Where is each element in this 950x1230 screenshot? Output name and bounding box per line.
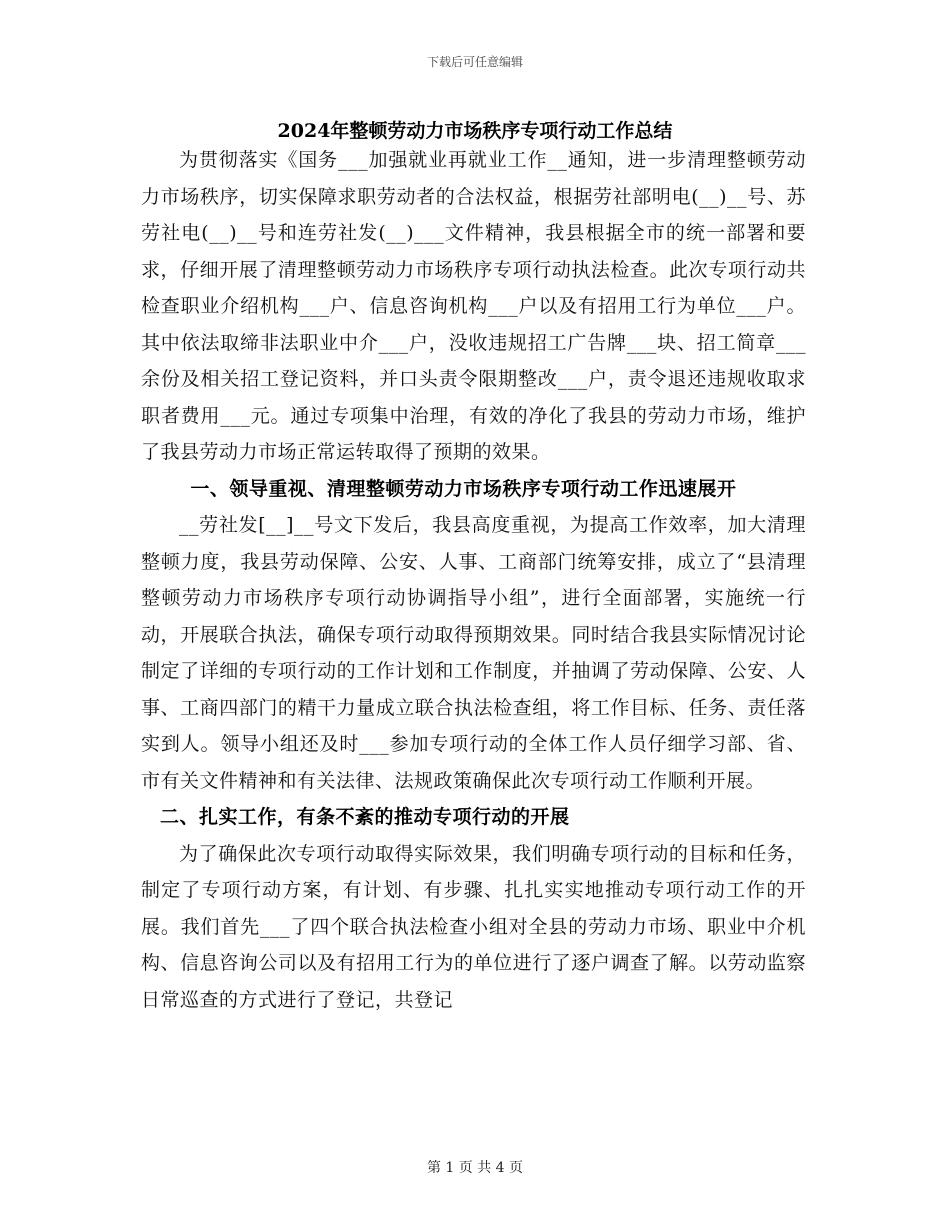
section-heading-2: 二、扎实工作，有条不紊的推动专项行动的开展 [160, 806, 570, 828]
document-title: 2024年整顿劳动力市场秩序专项行动工作总结 [277, 120, 673, 142]
header-note: 下载后可任意编辑 [426, 55, 523, 69]
intro-paragraph: 为贯彻落实《国务___加强就业再就业工作__通知，进一步清理整顿劳动力市场秩序，切实保障求职劳动者的合法权益，根据劳社部明电(__)__号、苏劳社电(__)__号和连劳社发(__)___文件精神，我县根据全市的统一部署和要求，仔细开展了清理整顿劳动力市场秩序专项行动执法检查。此次专项行动共检查职业介绍机构___户、信息咨询机构___户以及有招用工行为单位___户。其中依法取缔非法职业中介___户，没收违规招工广告牌___块、招工简章___余份及相关招工登记资料，并口头责令限期整改___户，责令退还违规收取求职者费用___元。通过专项集中治理，有效的净化了我县的劳动力市场，维护了我县劳动力市场正常运转取得了预期的效果。 [141, 149, 806, 463]
document-body [141, 142, 806, 1018]
section-1-paragraph: __劳社发[__]__号文下发后，我县高度重视，为提高工作效率，加大清理整顿力度，我县劳动保障、公安、人事、工商部门统筹安排，成立了“县清理整顿劳动力市场秩序专项行动协调指导小组”，进行全面部署，实施统一行动，开展联合执法，确保专项行动取得预期效果。同时结合我县实际情况讨论制定了详细的专项行动的工作计划和工作制度，并抽调了劳动保障、公安、人事、工商四部门的精干力量成立联合执法检查组，将工作目标、任务、责任落实到人。领导小组还及时___参加专项行动的全体工作人员仔细学习部、省、市有关文件精神和有关法律、法规政策确保此次专项行动工作顺利开展。 [141, 514, 806, 792]
page-number: 第 1 页 共 4 页 [426, 1160, 524, 1176]
section-heading-1: 一、领导重视、清理整顿劳动力市场秩序专项行动工作迅速展开 [190, 477, 737, 500]
section-2-paragraph: 为了确保此次专项行动取得实际效果，我们明确专项行动的目标和任务，制定了专项行动方案，有计划、有步骤、扎扎实实地推动专项行动工作的开展。我们首先___了四个联合执法检查小组对全县的劳动力市场、职业中介机构、信息咨询公司以及有招用工行为的单位进行了逐户调查了解。以劳动监察日常巡查的方式进行了登记，共登记 [141, 842, 806, 1011]
